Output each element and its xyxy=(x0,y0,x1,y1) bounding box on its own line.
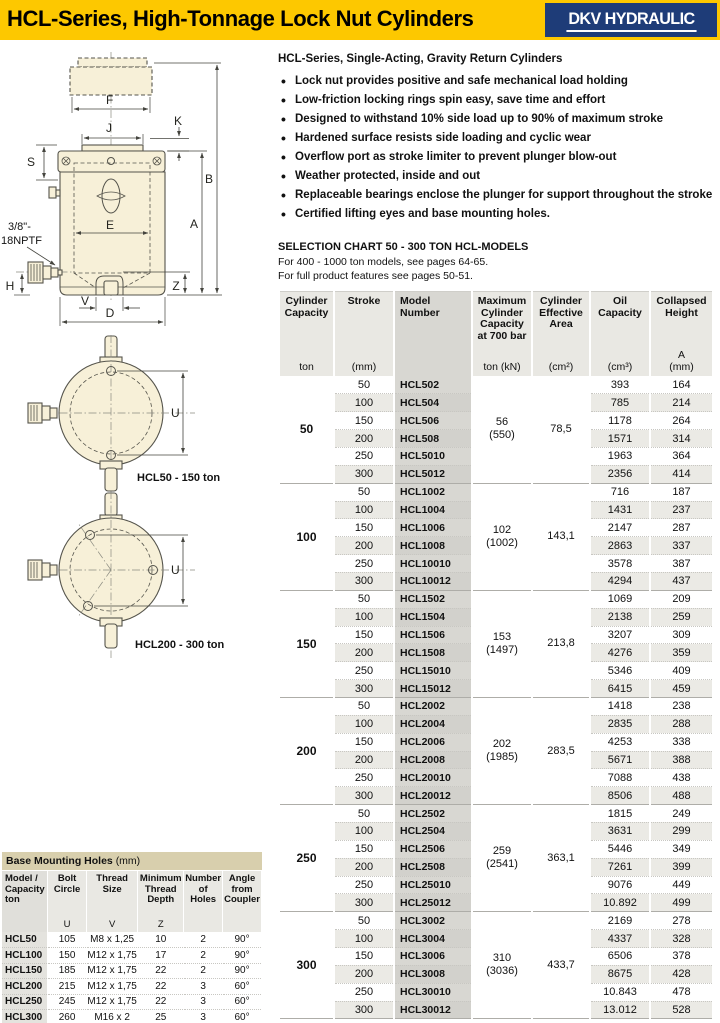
model-cell: HCL2508 xyxy=(394,858,472,876)
feature-item: • Designed to withstand 10% side load up to 90% of maximum stroke xyxy=(278,110,720,129)
collapsed-height-cell: 214 xyxy=(650,394,712,412)
max-capacity-cell: 153 (1497) xyxy=(472,590,532,697)
selection-table-container xyxy=(280,291,712,1019)
model-cell: HCL2504 xyxy=(394,822,472,840)
stroke-cell: 150 xyxy=(334,626,394,644)
collapsed-height-cell: 309 xyxy=(650,626,712,644)
value-cell: 2 xyxy=(184,948,223,964)
stroke-cell: 50 xyxy=(334,590,394,608)
model-cell: HCL30012 xyxy=(394,1001,472,1019)
collapsed-height-cell: 299 xyxy=(650,822,712,840)
model-cell: HCL2008 xyxy=(394,751,472,769)
column-header: Number of Holes xyxy=(184,871,223,932)
collapsed-height-cell: 278 xyxy=(650,912,712,930)
column-header: Angle from Coupler xyxy=(223,871,262,932)
value-cell: 185 xyxy=(48,963,87,979)
oil-capacity-cell: 2863 xyxy=(590,537,650,555)
stroke-cell: 150 xyxy=(334,412,394,430)
oil-capacity-cell: 8675 xyxy=(590,965,650,983)
collapsed-height-cell: 209 xyxy=(650,590,712,608)
stroke-cell: 300 xyxy=(334,1001,394,1019)
table-row xyxy=(280,376,712,394)
value-cell: 22 xyxy=(138,963,184,979)
collapsed-height-cell: 238 xyxy=(650,697,712,715)
column-header: Oil Capacity (cm³) xyxy=(590,292,650,377)
value-cell: 60° xyxy=(223,979,262,995)
model-cell: HCL504 xyxy=(394,394,472,412)
model-cell: HCL2006 xyxy=(394,733,472,751)
value-cell: M16 x 2 xyxy=(86,1010,137,1023)
feature-item: • Low-friction locking rings spin easy, save time and effort xyxy=(278,91,720,110)
stroke-cell: 50 xyxy=(334,697,394,715)
oil-capacity-cell: 6415 xyxy=(590,680,650,698)
dim-label-k: K xyxy=(174,114,183,128)
dim-label-z: Z xyxy=(172,279,180,293)
column-header: Maximum Cylinder Capacity at 700 bar ton (kN) xyxy=(472,292,532,377)
oil-capacity-cell: 2169 xyxy=(590,912,650,930)
model-cell: HCL300 xyxy=(2,1010,48,1023)
model-cell: HCL10010 xyxy=(394,555,472,573)
top-view-diagram-hcl200-300 xyxy=(0,490,270,660)
model-cell: HCL25010 xyxy=(394,876,472,894)
table-row xyxy=(2,932,262,948)
dim-label-a: A xyxy=(189,217,198,231)
collapsed-height-cell: 364 xyxy=(650,447,712,465)
collapsed-height-cell: 359 xyxy=(650,644,712,662)
features-list xyxy=(278,72,720,224)
oil-capacity-cell: 13.012 xyxy=(590,1001,650,1019)
model-cell: HCL506 xyxy=(394,412,472,430)
oil-capacity-cell: 785 xyxy=(590,394,650,412)
feature-section xyxy=(278,53,720,224)
dim-label-d: D xyxy=(105,306,115,320)
model-cell: HCL1004 xyxy=(394,501,472,519)
model-cell: HCL10012 xyxy=(394,572,472,590)
oil-capacity-cell: 1963 xyxy=(590,447,650,465)
capacity-cell: 50 xyxy=(280,376,334,483)
oil-capacity-cell: 2835 xyxy=(590,715,650,733)
selection-chart-title: SELECTION CHART 50 - 300 TON HCL-MODELS xyxy=(278,241,529,253)
stroke-cell: 300 xyxy=(334,894,394,912)
features-heading: HCL-Series, Single-Acting, Gravity Return Cylinders xyxy=(278,53,563,65)
model-cell: HCL30010 xyxy=(394,983,472,1001)
model-cell: HCL1002 xyxy=(394,483,472,501)
model-cell: HCL1506 xyxy=(394,626,472,644)
table-row xyxy=(280,697,712,715)
stroke-cell: 100 xyxy=(334,501,394,519)
table-row xyxy=(280,805,712,823)
model-cell: HCL2004 xyxy=(394,715,472,733)
oil-capacity-cell: 1571 xyxy=(590,430,650,448)
value-cell: M12 x 1,75 xyxy=(86,948,137,964)
effective-area-cell: 363,1 xyxy=(532,805,590,912)
capacity-cell: 100 xyxy=(280,483,334,590)
oil-capacity-cell: 7261 xyxy=(590,858,650,876)
model-cell: HCL508 xyxy=(394,430,472,448)
stroke-cell: 200 xyxy=(334,858,394,876)
stroke-cell: 100 xyxy=(334,930,394,948)
collapsed-height-cell: 499 xyxy=(650,894,712,912)
max-capacity-cell: 56 (550) xyxy=(472,376,532,483)
value-cell: 90° xyxy=(223,948,262,964)
value-cell: M12 x 1,75 xyxy=(86,979,137,995)
collapsed-height-cell: 264 xyxy=(650,412,712,430)
stroke-cell: 200 xyxy=(334,965,394,983)
value-cell: 150 xyxy=(48,948,87,964)
max-capacity-cell: 202 (1985) xyxy=(472,697,532,804)
oil-capacity-cell: 2147 xyxy=(590,519,650,537)
stroke-cell: 300 xyxy=(334,787,394,805)
max-capacity-cell: 310 (3036) xyxy=(472,912,532,1019)
table-row xyxy=(2,994,262,1010)
value-cell: 3 xyxy=(184,1010,223,1023)
selection-table xyxy=(280,291,712,1019)
column-header: Model / Capacity ton xyxy=(2,871,48,932)
column-header: Cylinder Effective Area (cm²) xyxy=(532,292,590,377)
value-cell: 22 xyxy=(138,994,184,1010)
collapsed-height-cell: 337 xyxy=(650,537,712,555)
feature-item: • Weather protected, inside and out xyxy=(278,167,720,186)
stroke-cell: 250 xyxy=(334,447,394,465)
selection-chart-heading xyxy=(278,241,718,283)
stroke-cell: 250 xyxy=(334,662,394,680)
top-view-1-caption: HCL50 - 150 ton xyxy=(137,472,221,484)
collapsed-height-cell: 288 xyxy=(650,715,712,733)
value-cell: 105 xyxy=(48,932,87,948)
brand-logo-text: DKV HYDRAULIC xyxy=(566,9,696,32)
collapsed-height-cell: 488 xyxy=(650,787,712,805)
column-header: Bolt Circle U xyxy=(48,871,87,932)
collapsed-height-cell: 314 xyxy=(650,430,712,448)
model-cell: HCL1008 xyxy=(394,537,472,555)
effective-area-cell: 213,8 xyxy=(532,590,590,697)
value-cell: 2 xyxy=(184,963,223,979)
collapsed-height-cell: 449 xyxy=(650,876,712,894)
model-cell: HCL15010 xyxy=(394,662,472,680)
collapsed-height-cell: 437 xyxy=(650,572,712,590)
value-cell: 60° xyxy=(223,1010,262,1023)
collapsed-height-cell: 338 xyxy=(650,733,712,751)
dim-label-j: J xyxy=(106,121,112,135)
value-cell: 3 xyxy=(184,994,223,1010)
base-mounting-holes-section xyxy=(2,852,262,1023)
oil-capacity-cell: 10.843 xyxy=(590,983,650,1001)
value-cell: M8 x 1,25 xyxy=(86,932,137,948)
selection-chart-note-2: For full product features see pages 50-51. xyxy=(278,269,473,282)
hydraulic-coupler-drawing xyxy=(28,262,62,283)
column-header: Stroke (mm) xyxy=(334,292,394,377)
oil-capacity-cell: 6506 xyxy=(590,948,650,966)
model-cell: HCL5012 xyxy=(394,465,472,483)
capacity-cell: 200 xyxy=(280,697,334,804)
feature-item: • Replaceable bearings enclose the plunger for support throughout the stroke xyxy=(278,186,720,205)
oil-capacity-cell: 393 xyxy=(590,376,650,394)
oil-capacity-cell: 1069 xyxy=(590,590,650,608)
oil-capacity-cell: 4337 xyxy=(590,930,650,948)
oil-capacity-cell: 2138 xyxy=(590,608,650,626)
collapsed-height-cell: 259 xyxy=(650,608,712,626)
collapsed-height-cell: 287 xyxy=(650,519,712,537)
collapsed-height-cell: 378 xyxy=(650,948,712,966)
base-table-title-text: Base Mounting Holes xyxy=(6,855,113,867)
effective-area-cell: 78,5 xyxy=(532,376,590,483)
oil-capacity-cell: 3578 xyxy=(590,555,650,573)
model-cell: HCL2502 xyxy=(394,805,472,823)
model-cell: HCL50 xyxy=(2,932,48,948)
dim-label-f: F xyxy=(106,93,114,107)
stroke-cell: 100 xyxy=(334,608,394,626)
collapsed-height-cell: 414 xyxy=(650,465,712,483)
model-cell: HCL20010 xyxy=(394,769,472,787)
value-cell: 22 xyxy=(138,979,184,995)
stroke-cell: 150 xyxy=(334,733,394,751)
oil-capacity-cell: 1178 xyxy=(590,412,650,430)
dim-label-v: V xyxy=(80,294,90,308)
model-cell: HCL2002 xyxy=(394,697,472,715)
model-cell: HCL3006 xyxy=(394,948,472,966)
hydraulic-coupler-drawing xyxy=(28,560,57,580)
stroke-cell: 300 xyxy=(334,680,394,698)
stroke-cell: 250 xyxy=(334,983,394,1001)
oil-capacity-cell: 4276 xyxy=(590,644,650,662)
model-cell: HCL20012 xyxy=(394,787,472,805)
model-cell: HCL1508 xyxy=(394,644,472,662)
model-cell: HCL2506 xyxy=(394,840,472,858)
column-header: Cylinder Capacity ton xyxy=(280,292,334,377)
oil-capacity-cell: 9076 xyxy=(590,876,650,894)
collapsed-height-cell: 387 xyxy=(650,555,712,573)
base-table-title-unit: (mm) xyxy=(115,855,141,867)
table-row xyxy=(280,590,712,608)
stroke-cell: 200 xyxy=(334,430,394,448)
oil-capacity-cell: 3207 xyxy=(590,626,650,644)
stroke-cell: 50 xyxy=(334,805,394,823)
collapsed-height-cell: 164 xyxy=(650,376,712,394)
model-cell: HCL502 xyxy=(394,376,472,394)
collapsed-height-cell: 459 xyxy=(650,680,712,698)
dim-label-e: E xyxy=(106,218,115,232)
value-cell: 245 xyxy=(48,994,87,1010)
stroke-cell: 300 xyxy=(334,572,394,590)
dim-label-u: U xyxy=(171,406,180,420)
oil-capacity-cell: 8506 xyxy=(590,787,650,805)
model-cell: HCL3002 xyxy=(394,912,472,930)
cylinder-side-view-diagram xyxy=(0,50,270,344)
model-cell: HCL25012 xyxy=(394,894,472,912)
top-view-2-caption: HCL200 - 300 ton xyxy=(135,639,225,651)
capacity-cell: 300 xyxy=(280,912,334,1019)
stroke-cell: 50 xyxy=(334,376,394,394)
dim-label-h: H xyxy=(5,279,15,293)
dim-label-b: B xyxy=(204,172,213,186)
port-size-label-line1: 3/8"- xyxy=(8,221,31,233)
feature-item: • Overflow port as stroke limiter to prevent plunger blow-out xyxy=(278,148,720,167)
feature-item: • Certified lifting eyes and base mounting holes. xyxy=(278,205,720,224)
model-cell: HCL1504 xyxy=(394,608,472,626)
oil-capacity-cell: 1431 xyxy=(590,501,650,519)
value-cell: 17 xyxy=(138,948,184,964)
value-cell: 2 xyxy=(184,932,223,948)
effective-area-cell: 143,1 xyxy=(532,483,590,590)
brand-logo xyxy=(545,3,717,37)
model-cell: HCL5010 xyxy=(394,447,472,465)
collapsed-height-cell: 399 xyxy=(650,858,712,876)
oil-capacity-cell: 4253 xyxy=(590,733,650,751)
collapsed-height-cell: 249 xyxy=(650,805,712,823)
collapsed-height-cell: 187 xyxy=(650,483,712,501)
value-cell: 25 xyxy=(138,1010,184,1023)
model-cell: HCL150 xyxy=(2,963,48,979)
collapsed-height-cell: 478 xyxy=(650,983,712,1001)
oil-capacity-cell: 5446 xyxy=(590,840,650,858)
header-bar xyxy=(0,0,720,40)
dim-label-s: S xyxy=(26,155,36,169)
capacity-cell: 250 xyxy=(280,805,334,912)
table-row xyxy=(2,948,262,964)
collapsed-height-cell: 237 xyxy=(650,501,712,519)
oil-capacity-cell: 716 xyxy=(590,483,650,501)
model-cell: HCL1006 xyxy=(394,519,472,537)
stroke-cell: 250 xyxy=(334,876,394,894)
stroke-cell: 150 xyxy=(334,840,394,858)
value-cell: 90° xyxy=(223,963,262,979)
stroke-cell: 50 xyxy=(334,483,394,501)
table-row xyxy=(2,979,262,995)
column-header: Thread Size V xyxy=(86,871,137,932)
page-title: HCL-Series, High-Tonnage Lock Nut Cylinders xyxy=(7,6,474,31)
oil-capacity-cell: 4294 xyxy=(590,572,650,590)
oil-capacity-cell: 2356 xyxy=(590,465,650,483)
table-row xyxy=(2,963,262,979)
effective-area-cell: 283,5 xyxy=(532,697,590,804)
table-row xyxy=(2,1010,262,1023)
base-table-title xyxy=(2,852,262,870)
model-cell: HCL250 xyxy=(2,994,48,1010)
effective-area-cell: 433,7 xyxy=(532,912,590,1019)
dim-label-u: U xyxy=(171,563,180,577)
column-header: Model Number xyxy=(394,292,472,377)
stroke-cell: 300 xyxy=(334,465,394,483)
collapsed-height-cell: 438 xyxy=(650,769,712,787)
max-capacity-cell: 259 (2541) xyxy=(472,805,532,912)
top-view-diagram-hcl50-150 xyxy=(0,335,270,493)
oil-capacity-cell: 3631 xyxy=(590,822,650,840)
hydraulic-coupler-drawing xyxy=(28,403,57,423)
feature-item: • Hardened surface resists side loading and cyclic wear xyxy=(278,129,720,148)
capacity-cell: 150 xyxy=(280,590,334,697)
collapsed-height-cell: 528 xyxy=(650,1001,712,1019)
stroke-cell: 200 xyxy=(334,751,394,769)
model-cell: HCL200 xyxy=(2,979,48,995)
model-cell: HCL3004 xyxy=(394,930,472,948)
stroke-cell: 100 xyxy=(334,394,394,412)
oil-capacity-cell: 1815 xyxy=(590,805,650,823)
model-cell: HCL3008 xyxy=(394,965,472,983)
oil-capacity-cell: 5346 xyxy=(590,662,650,680)
oil-capacity-cell: 7088 xyxy=(590,769,650,787)
oil-capacity-cell: 10.892 xyxy=(590,894,650,912)
value-cell: 3 xyxy=(184,979,223,995)
stroke-cell: 200 xyxy=(334,644,394,662)
value-cell: 60° xyxy=(223,994,262,1010)
max-capacity-cell: 102 (1002) xyxy=(472,483,532,590)
model-cell: HCL100 xyxy=(2,948,48,964)
collapsed-height-cell: 328 xyxy=(650,930,712,948)
column-header: Collapsed Height A (mm) xyxy=(650,292,712,377)
table-row xyxy=(280,483,712,501)
model-cell: HCL15012 xyxy=(394,680,472,698)
stroke-cell: 200 xyxy=(334,537,394,555)
collapsed-height-cell: 428 xyxy=(650,965,712,983)
value-cell: 90° xyxy=(223,932,262,948)
oil-capacity-cell: 1418 xyxy=(590,697,650,715)
base-mounting-holes-table xyxy=(2,871,262,1023)
model-cell: HCL1502 xyxy=(394,590,472,608)
table-row xyxy=(280,912,712,930)
stroke-cell: 250 xyxy=(334,769,394,787)
stroke-cell: 250 xyxy=(334,555,394,573)
stroke-cell: 150 xyxy=(334,519,394,537)
stroke-cell: 150 xyxy=(334,948,394,966)
port-size-label-line2: 18NPTF xyxy=(1,235,42,247)
collapsed-height-cell: 388 xyxy=(650,751,712,769)
oil-capacity-cell: 5671 xyxy=(590,751,650,769)
value-cell: M12 x 1,75 xyxy=(86,994,137,1010)
stroke-cell: 50 xyxy=(334,912,394,930)
stroke-cell: 100 xyxy=(334,715,394,733)
feature-item: • Lock nut provides positive and safe mechanical load holding xyxy=(278,72,720,91)
value-cell: 215 xyxy=(48,979,87,995)
value-cell: 10 xyxy=(138,932,184,948)
value-cell: M12 x 1,75 xyxy=(86,963,137,979)
column-header: Minimum Thread Depth Z xyxy=(138,871,184,932)
value-cell: 260 xyxy=(48,1010,87,1023)
collapsed-height-cell: 349 xyxy=(650,840,712,858)
selection-chart-note-1: For 400 - 1000 ton models, see pages 64-65. xyxy=(278,256,489,268)
collapsed-height-cell: 409 xyxy=(650,662,712,680)
stroke-cell: 100 xyxy=(334,822,394,840)
